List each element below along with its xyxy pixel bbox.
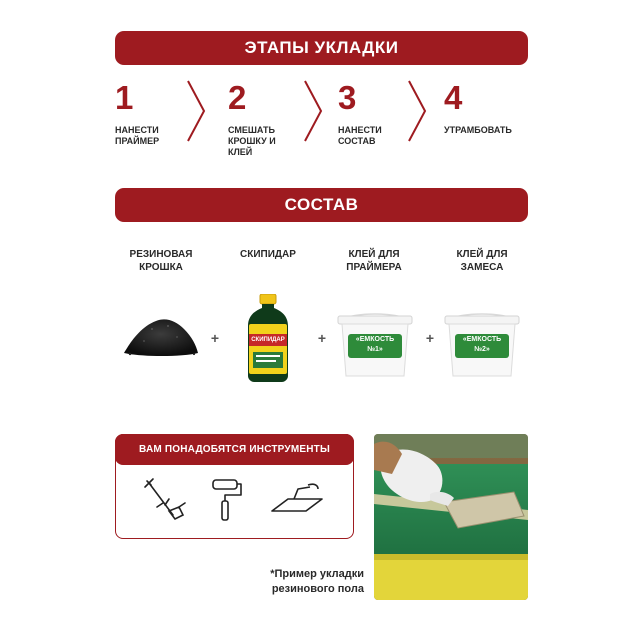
step-number: 3 bbox=[338, 79, 357, 116]
chevron-right-icon bbox=[185, 78, 207, 144]
steps-title: ЭТАПЫ УКЛАДКИ bbox=[244, 38, 399, 57]
plus-sign: + bbox=[317, 330, 327, 346]
step-1 bbox=[115, 80, 159, 147]
trowel-icon bbox=[270, 481, 324, 519]
step-text: НАНЕСТИ ПРАЙМЕР bbox=[115, 125, 160, 146]
component-label-crumb: РЕЗИНОВАЯ КРОШКА bbox=[129, 249, 193, 273]
plus-sign: + bbox=[425, 330, 435, 346]
step-3 bbox=[338, 80, 382, 147]
example-floor-photo bbox=[374, 434, 528, 600]
step-4 bbox=[444, 80, 512, 136]
tools-title: ВАМ ПОНАДОБЯТСЯ ИНСТРУМЕНТЫ bbox=[115, 434, 354, 465]
rubber-crumb-image bbox=[122, 315, 200, 357]
component-label-primer-glue: КЛЕЙ ДЛЯ ПРАЙМЕРА bbox=[346, 249, 402, 273]
mixer-drill-icon bbox=[143, 477, 187, 523]
composition-title: СОСТАВ bbox=[284, 195, 359, 214]
chevron-right-icon bbox=[302, 78, 324, 144]
bucket-label-text: «ЕМКОСТЬ №1» bbox=[355, 336, 395, 353]
plus-sign: + bbox=[210, 330, 220, 346]
step-number: 4 bbox=[444, 79, 463, 116]
component-label-turpentine: СКИПИДАР bbox=[240, 249, 296, 260]
chevron-right-icon bbox=[406, 78, 428, 144]
composition-banner bbox=[115, 188, 528, 222]
steps-banner bbox=[115, 31, 528, 65]
bucket-label-text: «ЕМКОСТЬ №2» bbox=[462, 336, 502, 353]
component-label-mix-glue: КЛЕЙ ДЛЯ ЗАМЕСА bbox=[456, 249, 508, 273]
step-number: 2 bbox=[228, 79, 247, 116]
photo-caption: *Пример укладки резинового пола bbox=[270, 568, 364, 595]
step-text: СМЕШАТЬ КРОШКУ И КЛЕЙ bbox=[228, 125, 276, 157]
bottle-label-text: СКИПИДАР bbox=[251, 337, 285, 343]
step-text: УТРАМБОВАТЬ bbox=[444, 125, 512, 135]
step-number: 1 bbox=[115, 79, 134, 116]
paint-roller-icon bbox=[211, 477, 243, 523]
step-2 bbox=[228, 80, 276, 158]
bucket-mix-image bbox=[443, 310, 521, 380]
bucket-primer-image bbox=[336, 310, 414, 380]
step-text: НАНЕСТИ СОСТАВ bbox=[338, 125, 382, 146]
turpentine-bottle-image bbox=[244, 294, 292, 382]
